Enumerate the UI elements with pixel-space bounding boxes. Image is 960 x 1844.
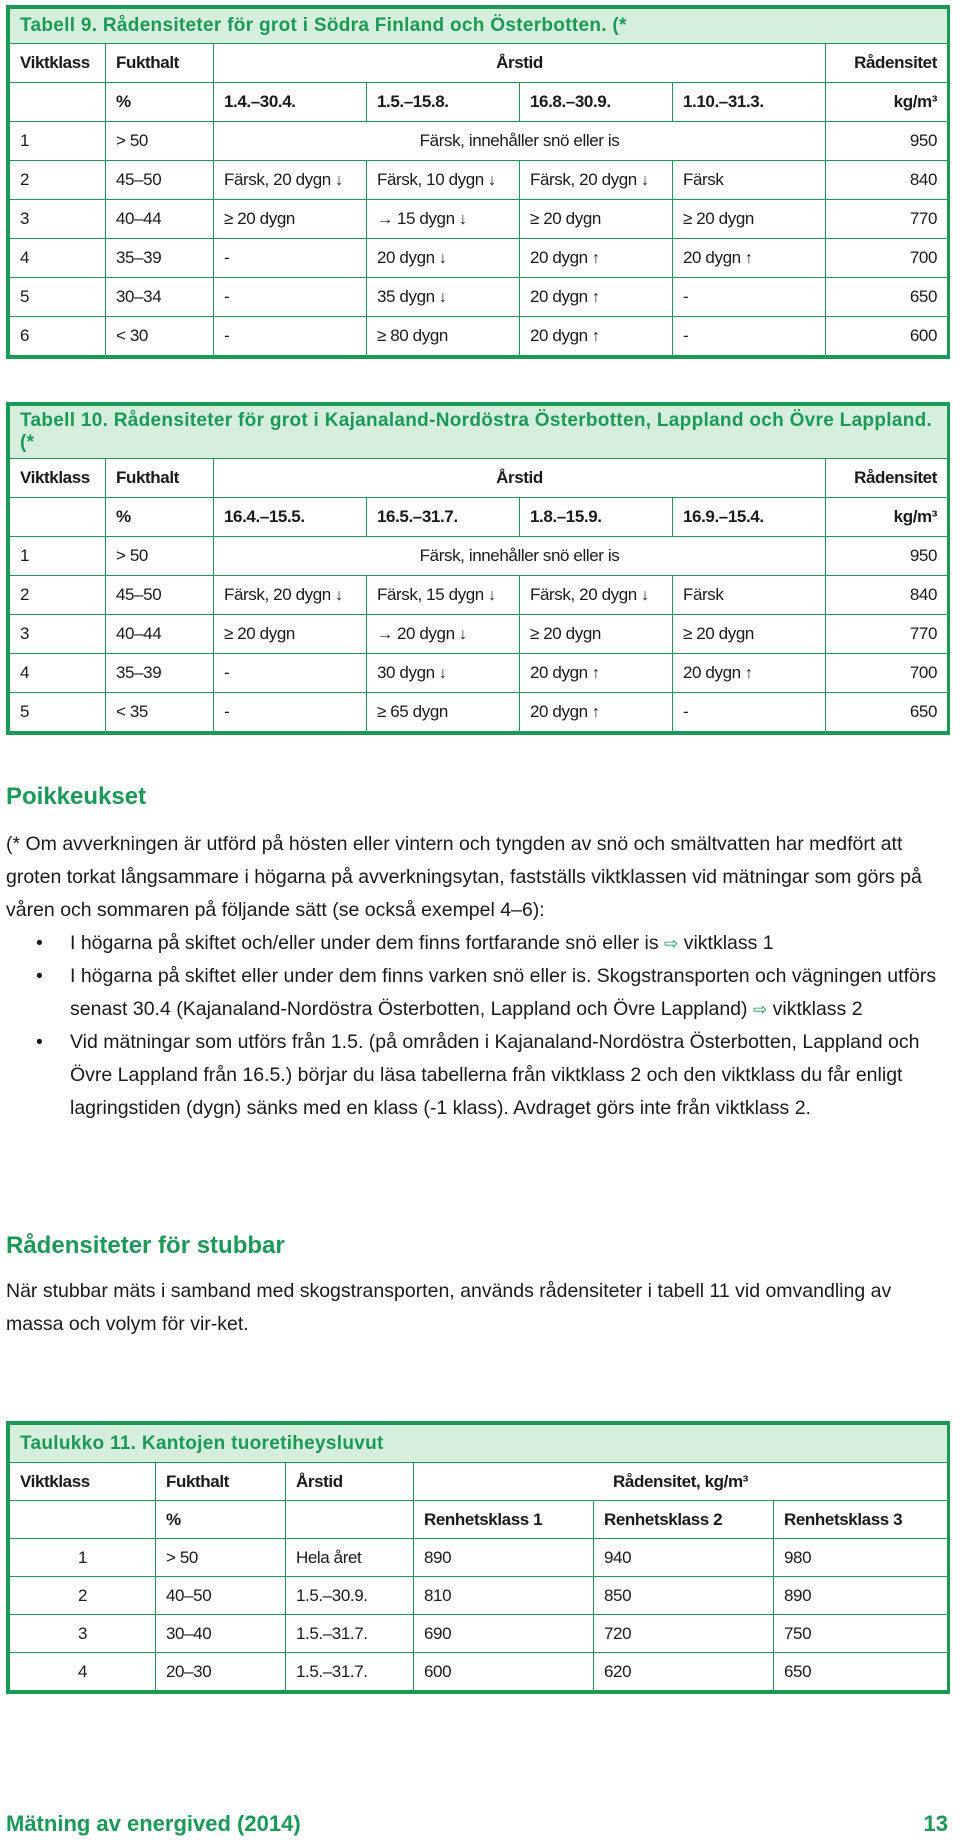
arrow-down-icon: ↓: [641, 172, 649, 189]
table-10: [6, 402, 950, 735]
arrow-up-icon: ↑: [745, 665, 753, 682]
subheader-blank: [10, 1501, 156, 1539]
arrow-down-icon: ↓: [488, 587, 496, 604]
cell-text: 30 dygn: [377, 663, 435, 682]
arrow-down-icon: ↓: [335, 172, 343, 189]
cell-period: -: [214, 239, 367, 278]
cell-class: 3: [10, 615, 106, 654]
cell-class: 5: [10, 278, 106, 317]
cell-period: [673, 654, 826, 693]
cell-class: 1: [10, 1539, 156, 1577]
cell-season: 1.5.–30.9.: [286, 1577, 414, 1615]
arrow-right-icon: ⇨: [664, 934, 679, 953]
subheader-period-2: 16.5.–31.7.: [367, 498, 520, 537]
page-number: 13: [923, 1811, 948, 1836]
header-radensitet: Rådensitet: [826, 44, 948, 83]
arrow-down-icon: ↓: [458, 211, 467, 228]
cell-period: -: [673, 317, 826, 356]
cell-density: 650: [826, 278, 948, 317]
arrow-right-icon: →: [377, 211, 393, 228]
cell-text: 20 dygn: [530, 326, 588, 345]
cell-period: -: [214, 693, 367, 732]
subheader-unit-density: kg/m³: [826, 498, 948, 537]
cell-period: [520, 278, 673, 317]
cell-moisture: < 30: [106, 317, 214, 356]
table-row: [10, 1577, 948, 1615]
cell-density: 940: [594, 1539, 774, 1577]
arrow-right-icon: →: [377, 626, 393, 643]
cell-period: [367, 615, 520, 654]
cell-density: 890: [414, 1539, 594, 1577]
header-arstid: Årstid: [214, 459, 826, 498]
cell-period: ≥ 20 dygn: [673, 200, 826, 239]
cell-class: 1: [10, 537, 106, 576]
subheader-period-1: 16.4.–15.5.: [214, 498, 367, 537]
list-item: [6, 960, 946, 1026]
cell-period: -: [673, 693, 826, 732]
table-row: [10, 122, 948, 161]
cell-season: 1.5.–31.7.: [286, 1653, 414, 1691]
cell-moisture: 40–50: [156, 1577, 286, 1615]
table-row: [10, 200, 948, 239]
table-row: [10, 1615, 948, 1653]
subheader-period-1: 1.4.–30.4.: [214, 83, 367, 122]
list-item-text: Vid mätningar som utförs från 1.5. (på områden i Kajanaland-Nordöstra Österbotten, Lappland och Övre Lappland från 16.5.) börjar du läsa tabellerna från viktklass 2 och den viktklass du får enligt lagringstiden (dygn) sänks med en klass (-1 klass). Avdraget görs inte från viktklass 2.: [70, 1031, 920, 1119]
cell-density: 700: [826, 239, 948, 278]
cell-period: [214, 161, 367, 200]
table-row: [10, 239, 948, 278]
cell-class: 4: [10, 654, 106, 693]
cell-text: Färsk, 20 dygn: [224, 170, 331, 189]
cell-period: ≥ 20 dygn: [520, 615, 673, 654]
cell-period: ≥ 20 dygn: [520, 200, 673, 239]
stumps-heading: Rådensiteter för stubbar: [6, 1232, 285, 1259]
header-arstid: Årstid: [286, 1463, 414, 1501]
arrow-down-icon: ↓: [439, 665, 447, 682]
table-row: [10, 615, 948, 654]
list-item-tail: viktklass 1: [683, 932, 774, 954]
exceptions-heading: Poikkeukset: [6, 783, 147, 810]
cell-class: 4: [10, 239, 106, 278]
subheader-unit-pct: %: [106, 83, 214, 122]
cell-moisture: 35–39: [106, 654, 214, 693]
cell-period: [520, 576, 673, 615]
subheader-blank: [10, 498, 106, 537]
cell-period: [367, 576, 520, 615]
cell-period: Färsk: [673, 161, 826, 200]
list-item-text: I högarna på skiftet och/eller under dem finns fortfarande snö eller is: [70, 932, 659, 954]
cell-period: [520, 693, 673, 732]
subheader-purity-2: Renhetsklass 2: [594, 1501, 774, 1539]
subheader-purity-1: Renhetsklass 1: [414, 1501, 594, 1539]
arrow-down-icon: ↓: [488, 172, 496, 189]
cell-moisture: > 50: [156, 1539, 286, 1577]
cell-text: 20 dygn: [530, 663, 588, 682]
header-fukthalt: Fukthalt: [106, 44, 214, 83]
arrow-up-icon: ↑: [592, 289, 600, 306]
cell-period: ≥ 65 dygn: [367, 693, 520, 732]
table-row: [10, 278, 948, 317]
arrow-down-icon: ↓: [335, 587, 343, 604]
cell-moisture: > 50: [106, 122, 214, 161]
cell-density: 850: [594, 1577, 774, 1615]
cell-density: 980: [774, 1539, 948, 1577]
cell-period: -: [214, 654, 367, 693]
arrow-down-icon: ↓: [439, 250, 447, 267]
cell-period: [367, 654, 520, 693]
arrow-down-icon: ↓: [641, 587, 649, 604]
cell-period: -: [673, 278, 826, 317]
table-row: [10, 1653, 948, 1691]
table-9-caption: Tabell 9. Rådensiteter för grot i Södra Finland och Österbotten. (*: [10, 9, 948, 44]
cell-class: 3: [10, 1615, 156, 1653]
table-row: [10, 161, 948, 200]
cell-text: Färsk, 15 dygn: [377, 585, 484, 604]
cell-moisture: 45–50: [106, 576, 214, 615]
cell-text: Färsk, 20 dygn: [224, 585, 331, 604]
cell-moisture: 40–44: [106, 615, 214, 654]
subheader-unit-density: kg/m³: [826, 83, 948, 122]
cell-density: 950: [826, 122, 948, 161]
cell-text: 20 dygn: [683, 248, 741, 267]
cell-season: 1.5.–31.7.: [286, 1615, 414, 1653]
cell-class: 1: [10, 122, 106, 161]
header-viktklass: Viktklass: [10, 459, 106, 498]
exceptions-intro: (* Om avverkningen är utförd på hösten eller vintern och tyngden av snö och smältvatten har medfört att groten torkat långsammare i högarna på avverkningsytan, fastställs viktklassen vid mätningar som görs på våren och sommaren på följande sätt (se också exempel 4–6):: [6, 833, 922, 921]
cell-density: 750: [774, 1615, 948, 1653]
cell-class: 6: [10, 317, 106, 356]
cell-density: 690: [414, 1615, 594, 1653]
cell-density: 600: [414, 1653, 594, 1691]
arrow-up-icon: ↑: [592, 328, 600, 345]
bullet-icon: •: [36, 1031, 43, 1053]
cell-period: -: [214, 317, 367, 356]
table-row: [10, 576, 948, 615]
bullet-icon: •: [36, 932, 43, 954]
cell-moisture: < 35: [106, 693, 214, 732]
arrow-down-icon: ↓: [439, 289, 447, 306]
header-viktklass: Viktklass: [10, 1463, 156, 1501]
table-9: [6, 5, 950, 359]
cell-density: 600: [826, 317, 948, 356]
table-row: [10, 317, 948, 356]
subheader-period-4: 16.9.–15.4.: [673, 498, 826, 537]
header-radensitet: Rådensitet, kg/m³: [414, 1463, 948, 1501]
cell-density: 650: [826, 693, 948, 732]
subheader-unit-pct: %: [106, 498, 214, 537]
cell-season-span: Färsk, innehåller snö eller is: [214, 122, 826, 161]
cell-density: 720: [594, 1615, 774, 1653]
cell-moisture: 35–39: [106, 239, 214, 278]
cell-period: [214, 576, 367, 615]
arrow-up-icon: ↑: [592, 665, 600, 682]
cell-moisture: 30–40: [156, 1615, 286, 1653]
cell-class: 5: [10, 693, 106, 732]
cell-density: 770: [826, 615, 948, 654]
arrow-down-icon: ↓: [458, 626, 467, 643]
subheader-period-3: 1.8.–15.9.: [520, 498, 673, 537]
cell-density: 770: [826, 200, 948, 239]
subheader-purity-3: Renhetsklass 3: [774, 1501, 948, 1539]
subheader-blank: [286, 1501, 414, 1539]
footer-title: Mätning av energived (2014): [6, 1811, 301, 1836]
cell-period: [367, 239, 520, 278]
cell-text: 20 dygn: [396, 624, 455, 643]
cell-text: Färsk, 20 dygn: [530, 170, 637, 189]
cell-class: 2: [10, 161, 106, 200]
cell-period: [520, 317, 673, 356]
cell-period: [367, 161, 520, 200]
cell-period: ≥ 80 dygn: [367, 317, 520, 356]
bullet-icon: •: [36, 965, 43, 987]
table-row: [10, 654, 948, 693]
cell-text: 20 dygn: [377, 248, 435, 267]
cell-moisture: 40–44: [106, 200, 214, 239]
cell-moisture: 45–50: [106, 161, 214, 200]
subheader-period-2: 1.5.–15.8.: [367, 83, 520, 122]
cell-text: 20 dygn: [530, 287, 588, 306]
header-radensitet: Rådensitet: [826, 459, 948, 498]
cell-density: 810: [414, 1577, 594, 1615]
cell-class: 4: [10, 1653, 156, 1691]
cell-period: Färsk: [673, 576, 826, 615]
header-fukthalt: Fukthalt: [156, 1463, 286, 1501]
cell-text: Färsk, 10 dygn: [377, 170, 484, 189]
cell-period: [367, 278, 520, 317]
list-item: [6, 1026, 946, 1125]
subheader-period-3: 16.8.–30.9.: [520, 83, 673, 122]
cell-period: [520, 161, 673, 200]
cell-text: 15 dygn: [396, 209, 455, 228]
cell-density: 890: [774, 1577, 948, 1615]
table-11-caption: Taulukko 11. Kantojen tuoretiheysluvut: [10, 1425, 948, 1463]
header-fukthalt: Fukthalt: [106, 459, 214, 498]
cell-class: 3: [10, 200, 106, 239]
subheader-period-4: 1.10.–31.3.: [673, 83, 826, 122]
cell-text: 35 dygn: [377, 287, 435, 306]
cell-density: 840: [826, 161, 948, 200]
cell-season-span: Färsk, innehåller snö eller is: [214, 537, 826, 576]
cell-text: 20 dygn: [530, 248, 588, 267]
cell-period: [673, 239, 826, 278]
arrow-up-icon: ↑: [745, 250, 753, 267]
cell-period: -: [214, 278, 367, 317]
cell-text: Färsk, 20 dygn: [530, 585, 637, 604]
table-row: [10, 537, 948, 576]
cell-season: Hela året: [286, 1539, 414, 1577]
arrow-up-icon: ↑: [592, 250, 600, 267]
cell-class: 2: [10, 576, 106, 615]
list-item-text: I högarna på skiftet eller under dem finns varken snö eller is. Skogstransporten och vägningen utförs senast 30.4 (Kajanaland-Nordöstra Österbotten, Lappland och Övre Lappland): [70, 965, 937, 1020]
cell-period: [520, 239, 673, 278]
cell-density: 700: [826, 654, 948, 693]
cell-moisture: 20–30: [156, 1653, 286, 1691]
cell-density: 950: [826, 537, 948, 576]
cell-text: 20 dygn: [683, 663, 741, 682]
table-10-caption: Tabell 10. Rådensiteter för grot i Kajanaland-Nordöstra Österbotten, Lappland och Övre Lappland. (*: [10, 406, 948, 459]
subheader-unit-pct: %: [156, 1501, 286, 1539]
stumps-text: När stubbar mäts i samband med skogstransporten, används rådensiteter i tabell 11 vid omvandling av massa och volym för vir-ket.: [6, 1280, 892, 1335]
cell-class: 2: [10, 1577, 156, 1615]
cell-period: [520, 654, 673, 693]
header-viktklass: Viktklass: [10, 44, 106, 83]
table-row: [10, 1539, 948, 1577]
cell-period: ≥ 20 dygn: [214, 615, 367, 654]
cell-period: [367, 200, 520, 239]
cell-moisture: 30–34: [106, 278, 214, 317]
arrow-right-icon: ⇨: [752, 1000, 768, 1019]
cell-period: ≥ 20 dygn: [673, 615, 826, 654]
cell-density: 650: [774, 1653, 948, 1691]
cell-moisture: > 50: [106, 537, 214, 576]
list-item-tail: viktklass 2: [772, 998, 863, 1020]
subheader-blank: [10, 83, 106, 122]
cell-density: 620: [594, 1653, 774, 1691]
list-item: [6, 927, 946, 960]
cell-density: 840: [826, 576, 948, 615]
exceptions-list: [6, 927, 946, 1125]
table-row: [10, 693, 948, 732]
table-11: [6, 1421, 950, 1694]
cell-period: ≥ 20 dygn: [214, 200, 367, 239]
arrow-up-icon: ↑: [592, 704, 600, 721]
header-arstid: Årstid: [214, 44, 826, 83]
cell-text: 20 dygn: [530, 702, 588, 721]
